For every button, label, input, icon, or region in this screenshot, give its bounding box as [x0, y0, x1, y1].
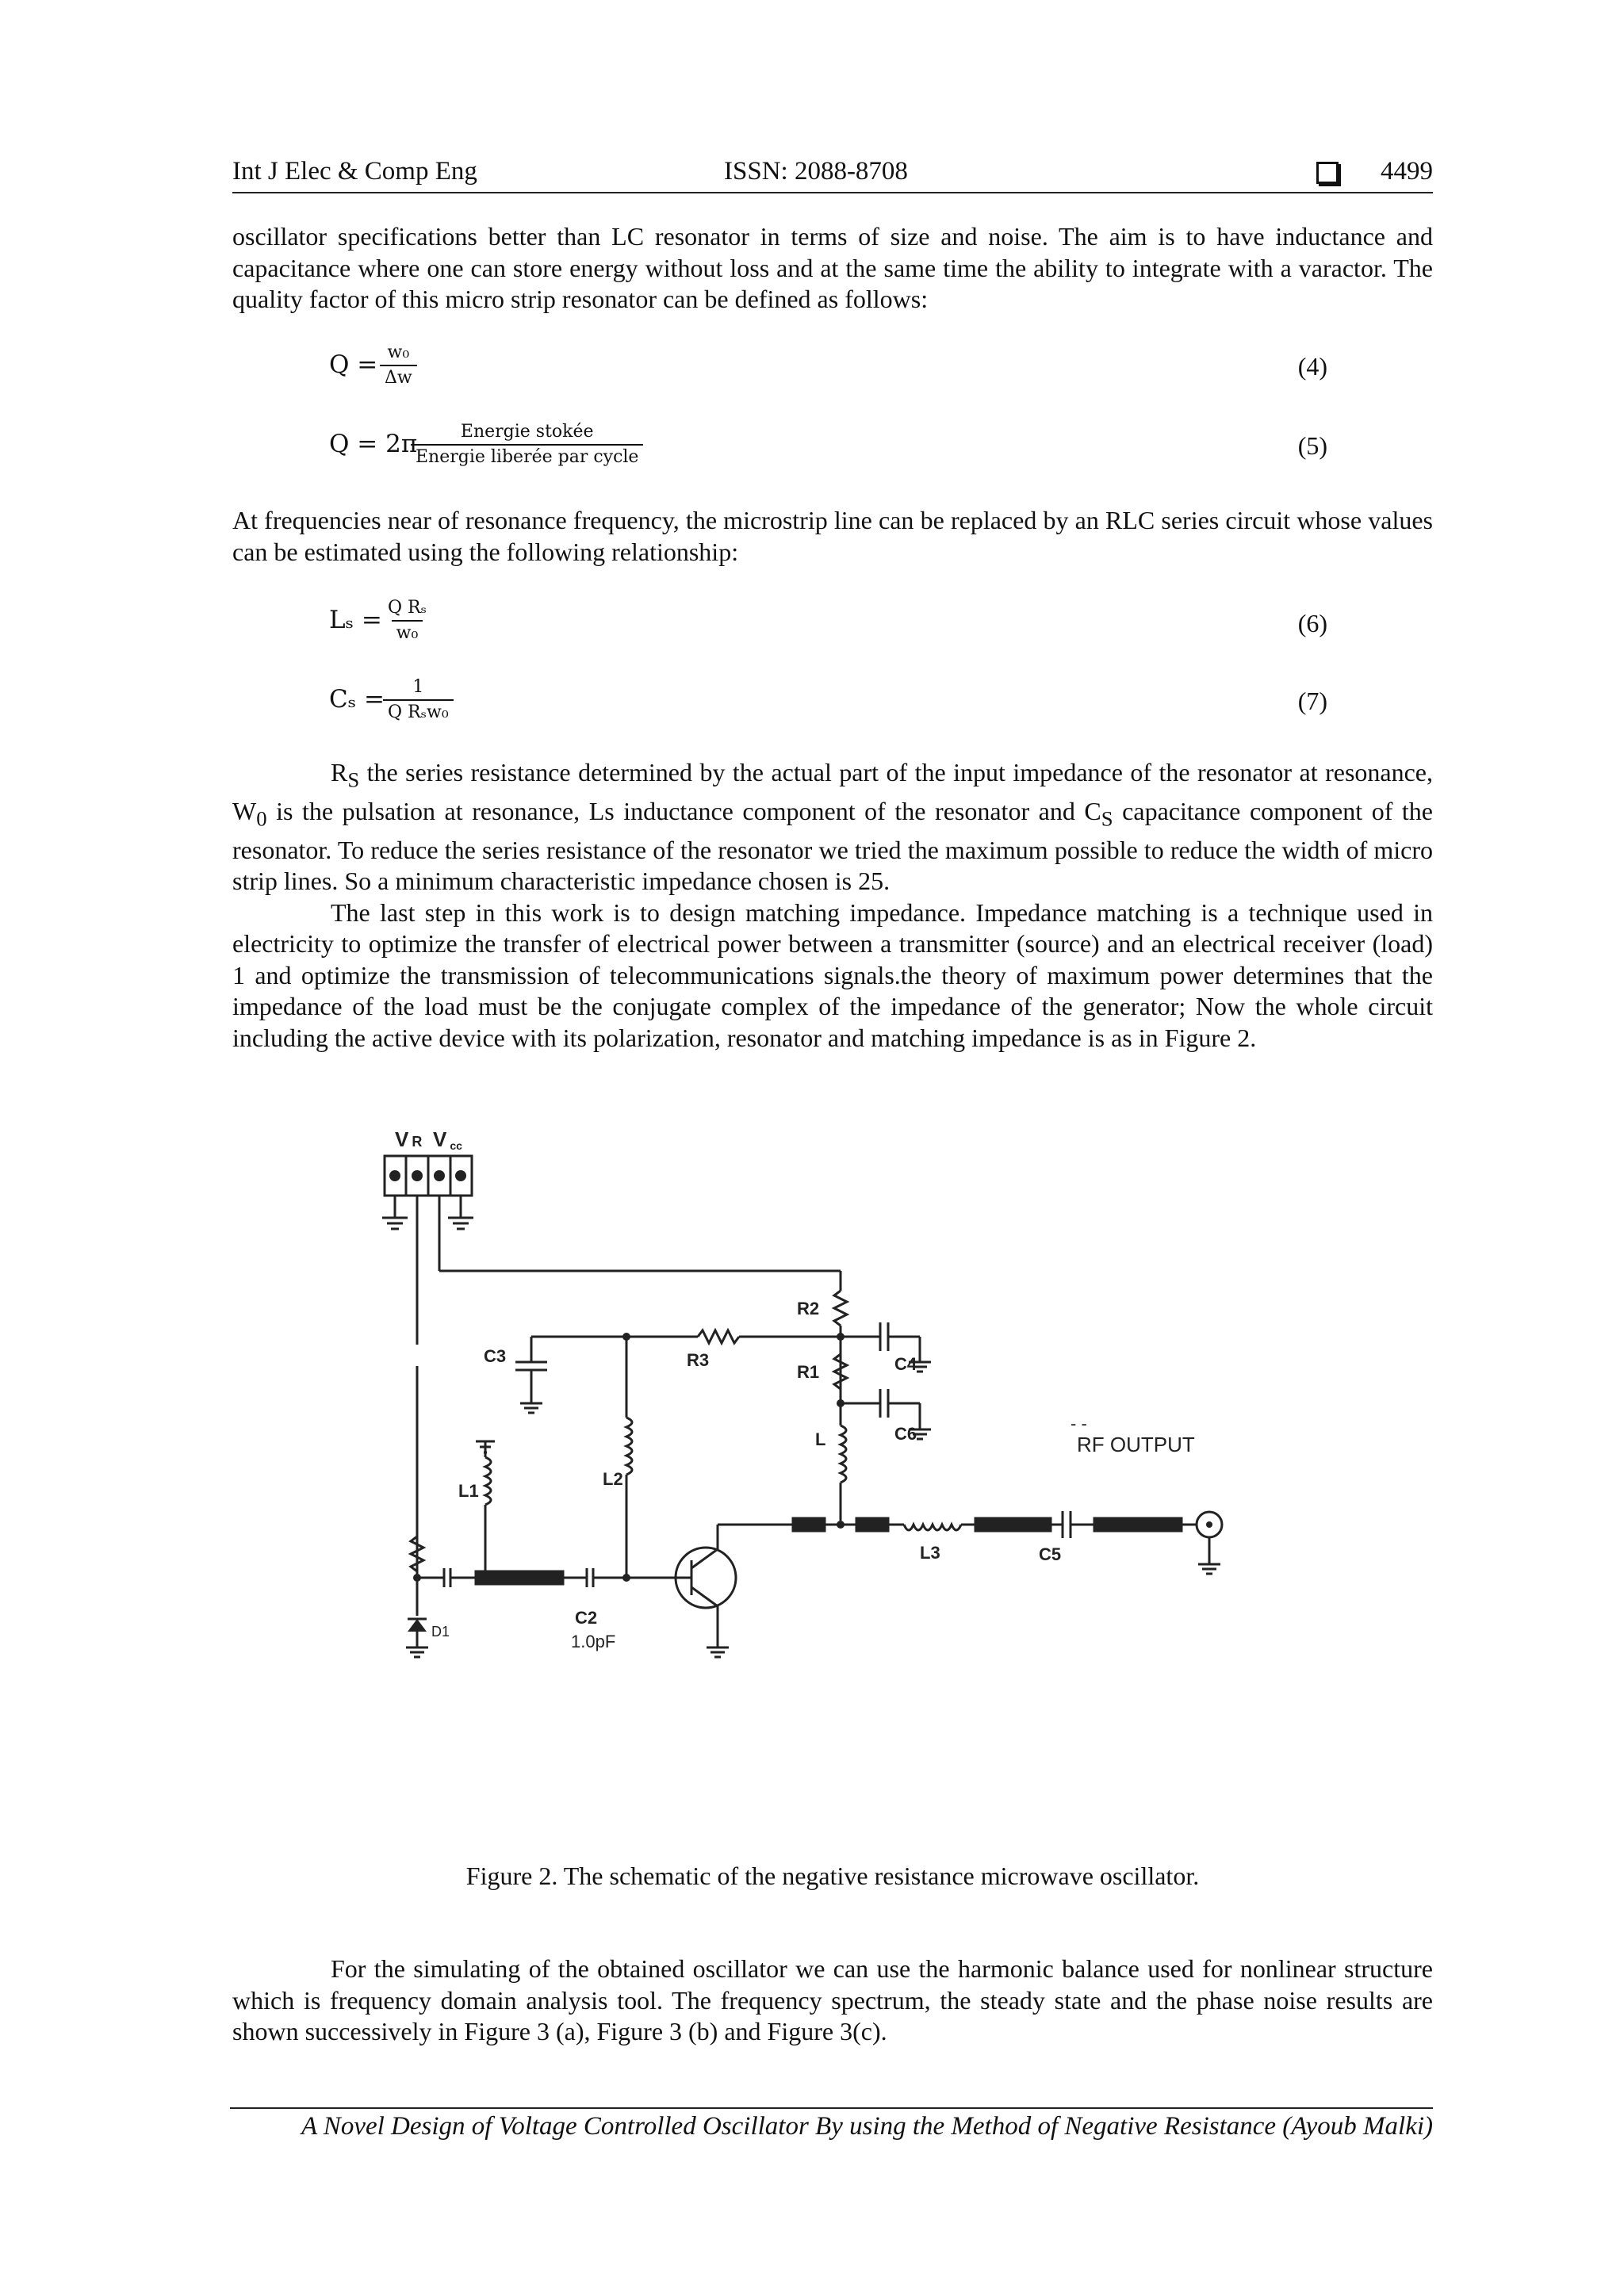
equation-lhs: Cₛ =: [329, 685, 385, 714]
page-footer: A Novel Design of Voltage Controlled Oscillator By using the Method of Negative Resistance (Ayoub Malki): [230, 2107, 1433, 2141]
label-c4: C4: [894, 1354, 917, 1374]
paragraph-5: [232, 1954, 1433, 2048]
circuit-schematic: [365, 1124, 1316, 1838]
label-l1: L1: [458, 1481, 479, 1501]
label-c6: C6: [894, 1424, 917, 1444]
label-c2: C2: [575, 1608, 598, 1628]
label-l2: L2: [603, 1469, 623, 1489]
equation-7: [232, 675, 1433, 739]
label-r3: R3: [687, 1350, 710, 1370]
figure-caption: Figure 2. The schematic of the negative resistance microwave oscillator.: [465, 1862, 1200, 1890]
paragraph-3-4: [232, 757, 1433, 1054]
paragraph-text: For the simulating of the obtained oscillator we can use the harmonic balance used for nonlinear structure which is frequency domain analysis tool. The frequency spectrum, the steady state and the phase noise results are shown successively in Figure 3 (a), Figure 3 (b) and Figure 3(c).: [232, 1954, 1433, 2045]
paragraph-text: oscillator specifications better than LC resonator in terms of size and noise. The aim is to have inductance and capacitance where one can store energy without loss and at the same time the ability to integrate with a varactor. The quality factor of this micro strip resonator can be defined as follows:: [232, 222, 1433, 313]
label-c3: C3: [484, 1346, 507, 1366]
journal-name: Int J Elec & Comp Eng: [232, 157, 477, 186]
paragraph-text: At frequencies near of resonance frequency, the microstrip line can be replaced by an RLC series circuit whose values can be estimated using the following relationship:: [232, 506, 1433, 566]
equation-number: (4): [1297, 352, 1327, 381]
label-vr: V R: [395, 1127, 423, 1151]
label-r1: R1: [797, 1362, 820, 1382]
paragraph-4: The last step in this work is to design matching impedance. Impedance matching is a technique used in electricity to optimize the transfer of electrical power between a transmitter (source) and an electrical receiver (load) 1 and optimize the transmission of telecommunications signals.the theory of maximum power determines that the impedance of the load must be the conjugate complex of the impedance of the generator; Now the whole circuit including the active device with its polarization, resonator and matching impedance is as in Figure 2.: [232, 897, 1433, 1052]
fraction-numerator: Energie stokée: [460, 422, 594, 442]
fraction-denominator: Δw: [380, 365, 417, 390]
equation-number: (5): [1297, 431, 1327, 460]
equation-fraction: [380, 341, 417, 390]
fraction-numerator: 1: [412, 677, 424, 697]
paragraph-text: is the pulsation at resonance, Ls inductance component of the resonator and C: [266, 796, 1101, 825]
subscript: S: [347, 767, 360, 792]
paragraph-1: [232, 221, 1433, 316]
microstrip-line: [476, 1571, 563, 1584]
equation-4: [232, 341, 1433, 404]
fraction-numerator: Q Rₛ: [388, 598, 427, 618]
label-l3: L3: [920, 1543, 940, 1563]
page-number: 4499: [1381, 157, 1433, 186]
page-header: [232, 155, 1433, 193]
paragraph-2: [232, 505, 1433, 568]
symbol-rs: R: [331, 758, 348, 786]
equation-fraction: [383, 596, 431, 645]
label-rf-output: RF OUTPUT: [1077, 1433, 1195, 1456]
equation-5: [232, 420, 1433, 484]
fraction-numerator: w₀: [387, 342, 410, 362]
equation-6: [232, 596, 1433, 660]
fraction-denominator: Q Rₛw₀: [383, 699, 454, 725]
checkbox-square-icon: [1316, 162, 1339, 184]
figure-2-schematic: [365, 1124, 1316, 1838]
fraction-denominator: w₀: [392, 620, 423, 645]
label-r2: R2: [797, 1299, 820, 1318]
subscript: S: [1101, 806, 1113, 831]
label-c5: C5: [1039, 1544, 1062, 1564]
label-dash: - -: [1071, 1414, 1087, 1433]
issn: ISSN: 2088-8708: [724, 157, 908, 186]
fraction-denominator: Energie liberée par cycle: [411, 444, 643, 469]
paragraph-text: capacitance component of the resonator. To reduce the series resistance of the resonator we tried the maximum possible to reduce the width of micro strip lines. So a minimum characteristic impedance chosen is 25.: [232, 796, 1434, 896]
equation-fraction: [411, 420, 643, 469]
label-l: L: [815, 1429, 826, 1449]
paragraph-text: the series resistance determined by the actual part of the input impedance of the resonator at resonance, W: [232, 758, 1433, 825]
paragraph-3: [232, 757, 1433, 897]
equation-lhs: Lₛ =: [329, 606, 382, 634]
equation-number: (6): [1297, 609, 1327, 637]
label-vcc: Vcc: [433, 1127, 462, 1152]
label-c2-value: 1.0pF: [571, 1632, 616, 1651]
equation-lhs: Q = 2π: [329, 430, 418, 458]
equation-lhs: Q =: [329, 350, 378, 379]
equation-fraction: [383, 675, 454, 725]
subscript: 0: [256, 806, 267, 831]
label-d1: D1: [431, 1624, 450, 1640]
equation-number: (7): [1297, 687, 1327, 715]
